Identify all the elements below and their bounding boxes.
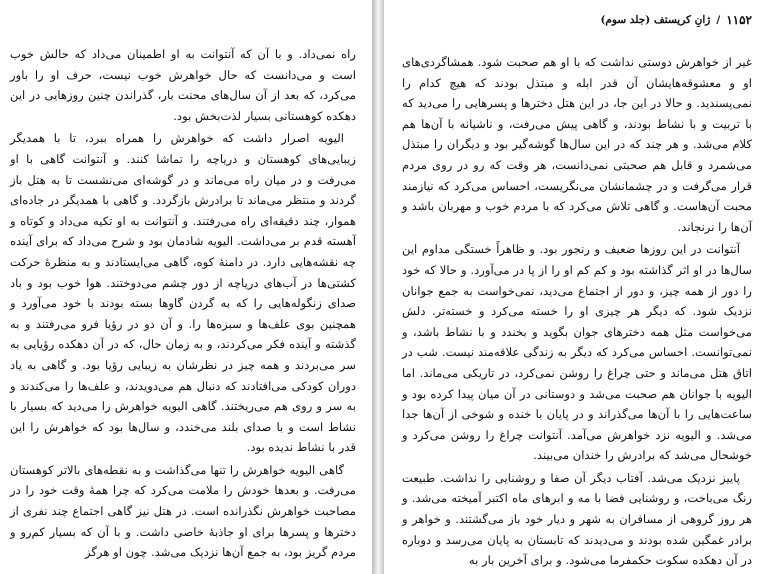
right-paragraph-3: پاییز نزدیک می‌شد. آفتاب دیگر آن صفا و روشنایی را نداشت. طبیعت رنگ می‌باخت، و روشنایی فضا با مه و ابرهای ماه اکتبر آمیخته می‌شد. و هر روز گروهی از مسافران به شهر و دیار خود باز می‌گشتند. و خواهر و برادر غمگین شده بودند و می‌دیدند که تابستان به پایان می‌رسد و دوباره در آن دهکده سکوت حکمفرما می‌شود. و برای آخرین بار به [402,470,752,568]
left-paragraph-1: راه نمی‌داد. و با آن که آنتوانت به او اطمینان می‌داد که حالش خوب است و می‌دانست که حال خواهرش خوب نیست، حرف او را باور می‌کرد، که بعد از آن سال‌های محنت بار، گذراندن چنین روزهایی در این دهکده کوهستانی بسیار لذت‌بخش بود. [10,47,356,123]
page-number: ۱۱۵۲ [726,13,752,27]
left-paragraph-3: گاهی الیویه خواهرش را تنها می‌گذاشت و به نقطه‌های بالاتر کوهستان می‌رفت. و بعدها خودش را ملامت می‌کرد که چرا همهٔ وقت خود را در مصاحبت خواهرش نگذرانده است. در هتل نیز گاهی اجتماع چند نفری از دخترها و پسرها برای او جاذبهٔ خاصی داشت. و با آن که بسیار کم‌رو و مردم گریز بود، به جمع آن‌ها نزدیک می‌شد. چون او هرگز [10,462,356,560]
right-paragraph-2: آنتوانت در این روزها ضعیف و رنجور بود. و ظاهراً خستگی مداوم این سال‌ها در او اثر گذاشته بود و کم کم او را از پا در می‌آورد. و حالا که خود را دور از همه چیز، و دور از اجتماع می‌دید، نمی‌خواست به جمع جوانان نزدیک شود. که دیگر هر چیزی او را خسته می‌کرد و خسته‌تر. دلش می‌خواست مثل همه دخترهای جوان بگوید و بخندد و با نشاط باشد، و نمی‌توانست. احساس می‌کرد که دیگر به زندگی علاقه‌مند نیست. شب در اتاق هتل می‌ماند و حتی چراغ را روشن نمی‌کرد، در تاریکی می‌ماند. اما الیویه با جوانان هم صحبت می‌شد و دوستانی در آن میان پیدا کرده بود و ساعت‌هایی را با آن‌ها می‌گذراند و در پایان با خنده و شوخی از آن‌ها جدا می‌شد. و الیویه نزد خواهرش می‌آمد. آنتوانت چراغ را روشن می‌کرد و خوشحال می‌شد که برادرش را خندان می‌بیند. [402,242,752,463]
right-page [384,0,772,574]
left-paragraph-2: الیویه اصرار داشت که خواهرش را همراه ببرد، تا با همدیگر زیبایی‌های کوهستان و دریاچه را تماشا کنند. و آنتوانت گاهی با او می‌رفت و در میان راه می‌ماند و در گوشه‌ای می‌نشست تا به هتل باز گردند و منتظر می‌ماند تا برادرش بازگردد. و گاهی با همدیگر در جاده‌ای هموار، چند دقیقه‌ای راه می‌رفتند. و آنتوانت به او تکیه می‌داد و کوتاه و آهسته قدم بر می‌داشت. الیویه شادمان بود و شرح می‌داد که برای آینده چه نقشه‌هایی دارد. در دامنهٔ کوه، گاهی می‌ایستادند و به منظرهٔ حرکت کشتی‌ها در آب‌های دریاچه از دور چشم می‌دوختند. هوا خوب بود و باد صدای زنگوله‌هایی را که به گردن گاوها بسته بودند با خود می‌آورد و همچنین بوی علف‌ها و سبزه‌ها را. و آن دو در رؤیا فرو می‌رفتند و به گذشته و آینده فکر می‌کردند، و به زمان حال، که در آن دهکده رؤیایی به سر می‌بردند و همه چیز در نظرشان به زیبایی رؤیا بود. و گاهی به یاد دوران کودکی می‌افتادند که دنبال هم می‌دویدند، و علف‌ها را می‌کندند و به سر و روی هم می‌ریختند. گاهی الیویه خواهرش را می‌دید که بسیار با نشاط است و با صدای بلند می‌خندد، و سال‌ها بود که خواهرش را این قدر با نشاط ندیده بود. [10,131,356,455]
running-header [402,12,752,28]
book-title: ژانِ کریستف (جلد سوم) [600,14,711,26]
left-page [0,0,372,574]
header-separator: / [716,14,721,26]
book-gutter [372,0,384,574]
right-paragraph-1: غیر از خواهرش دوستی نداشت که با او هم صحبت شود. همشاگردی‌های او و معشوقه‌هایشان آن قدر ابله و مبتذل بودند که هیچ کدام را نمی‌پسندید. و حالا در این جا، در این هتل دخترها و پسرهایی را می‌دید که با تربیت و با نشاط بودند، و گاهی پیش می‌رفت، و ناشیانه با آن‌ها هم کلام می‌شد. و هر چند که در این سال‌ها گوشه‌گیر بود و دیگران را مبتذل می‌شمرد و قابل هم صحبتی نمی‌دانست، هر وقت که رو در روی مردم قرار می‌گرفت و در چشمانشان می‌نگریست، احساس می‌کرد که نیازمند محبت آن‌هاست. و گاهی تلاش می‌کرد که با مردم خوب و مهربان باشد و آن‌ها را نرنجاند. [402,55,752,234]
